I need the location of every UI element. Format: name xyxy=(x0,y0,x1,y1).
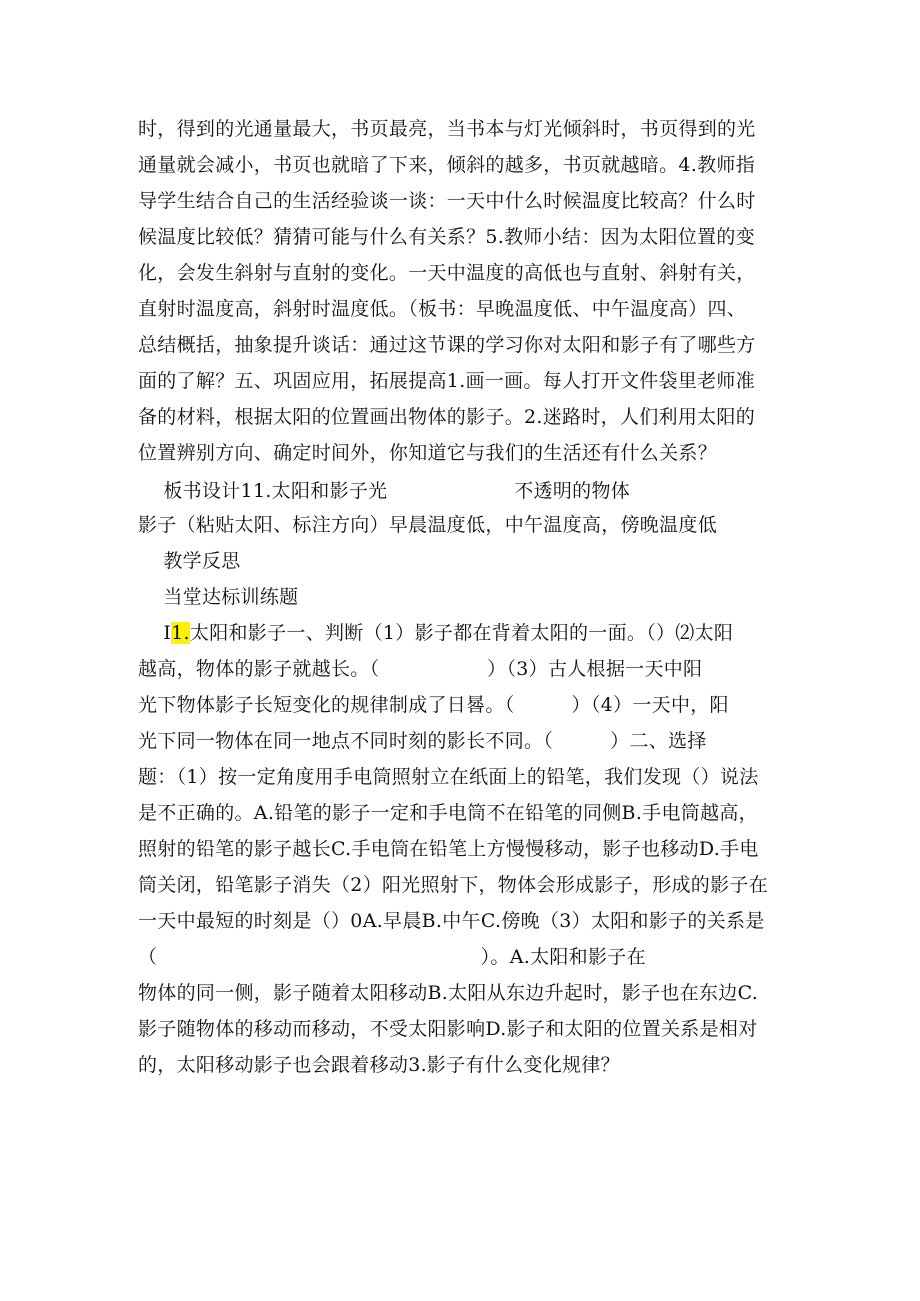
exercise-text-line: 物体的同一侧，影子随着太阳移动B.太阳从东边升起时，影子也在东边C. xyxy=(138,982,759,1004)
exercise-text-line: 光下物体影子长短变化的规律制成了日晷。（ ）（4）一天中，阳 xyxy=(138,694,729,716)
exercise-text-line: 影子随物体的移动而移动，不受太阳影响D.影子和太阳的位置关系是相对 xyxy=(138,1018,758,1040)
body-text-line: 时，得到的光通量最大，书页最亮，当书本与灯光倾斜时，书页得到的光 xyxy=(138,118,756,140)
body-text-line: 总结概括，抽象提升谈话：通过这节课的学习你对太阳和影子有了哪些方 xyxy=(138,334,756,356)
exercise-marker-prefix: I xyxy=(138,622,172,644)
exercise-text-line: 照射的铅笔的影子越长C.手电筒在铅笔上方慢慢移动，影子也移动D.手电 xyxy=(138,838,759,860)
highlighted-marker: 1. xyxy=(171,622,190,644)
exercise-text-line: 一天中最短的时刻是（）0A.早晨B.中午C.傍晚（3）太阳和影子的关系是 xyxy=(138,910,765,932)
section-heading-exercises: 当堂达标训练题 xyxy=(138,586,299,608)
section-heading-reflection: 教学反思 xyxy=(138,550,241,572)
exercise-text-line: 筒关闭，铅笔影子消失（2）阳光照射下，物体会形成影子，形成的影子在 xyxy=(138,874,768,896)
blackboard-design-line: 板书设计11.太阳和影子光 不透明的物体 xyxy=(138,480,631,502)
body-text-line: 直射时温度高，斜射时温度低。（板书：早晚温度低、中午温度高）四、 xyxy=(138,298,747,320)
body-text-line: 化，会发生斜射与直射的变化。一天中温度的高低也与直射、斜射有关， xyxy=(138,262,756,284)
exercise-first-line xyxy=(138,620,788,646)
exercise-text-line: 光下同一物体在同一地点不同时刻的影长不同。（ ）二、选择 xyxy=(138,730,707,752)
body-text-line: 备的材料，根据太阳的位置画出物体的影子。2.迷路时，人们利用太阳的 xyxy=(138,406,756,428)
body-text-line: 导学生结合自己的生活经验谈一谈：一天中什么时候温度比较高？什么时 xyxy=(138,190,756,212)
exercise-text-line: （ ）。A.太阳和影子在 xyxy=(138,946,646,968)
body-text-line: 通量就会减小，书页也就暗了下来，倾斜的越多，书页就越暗。4.教师指 xyxy=(138,154,756,176)
exercise-text-line: 的，太阳移动影子也会跟着移动3.影子有什么变化规律？ xyxy=(138,1054,620,1076)
exercise-text-line: 题：（1）按一定角度用手电筒照射立在纸面上的铅笔，我们发现（）说法 xyxy=(138,766,759,788)
exercise-text: 太阳和影子一、判断（1）影子都在背着太阳的一面。（）⑵太阳 xyxy=(189,622,734,644)
exercise-text-line: 是不正确的。A.铅笔的影子一定和手电筒不在铅笔的同侧B.手电筒越高， xyxy=(138,802,758,824)
body-text-line: 面的了解？五、巩固应用，拓展提高1.画一画。每人打开文件袋里老师准 xyxy=(138,370,756,392)
body-text-line: 候温度比较低？猜猜可能与什么有关系？5.教师小结：因为太阳位置的变 xyxy=(138,226,756,248)
exercise-text-line: 越高，物体的影子就越长。（ ）（3）古人根据一天中阳 xyxy=(138,658,703,680)
body-text-line: 位置辨别方向、确定时间外，你知道它与我们的生活还有什么关系？ xyxy=(138,442,718,464)
blackboard-design-line: 影子（粘贴太阳、标注方向）早晨温度低，中午温度高，傍晚温度低 xyxy=(138,514,718,536)
